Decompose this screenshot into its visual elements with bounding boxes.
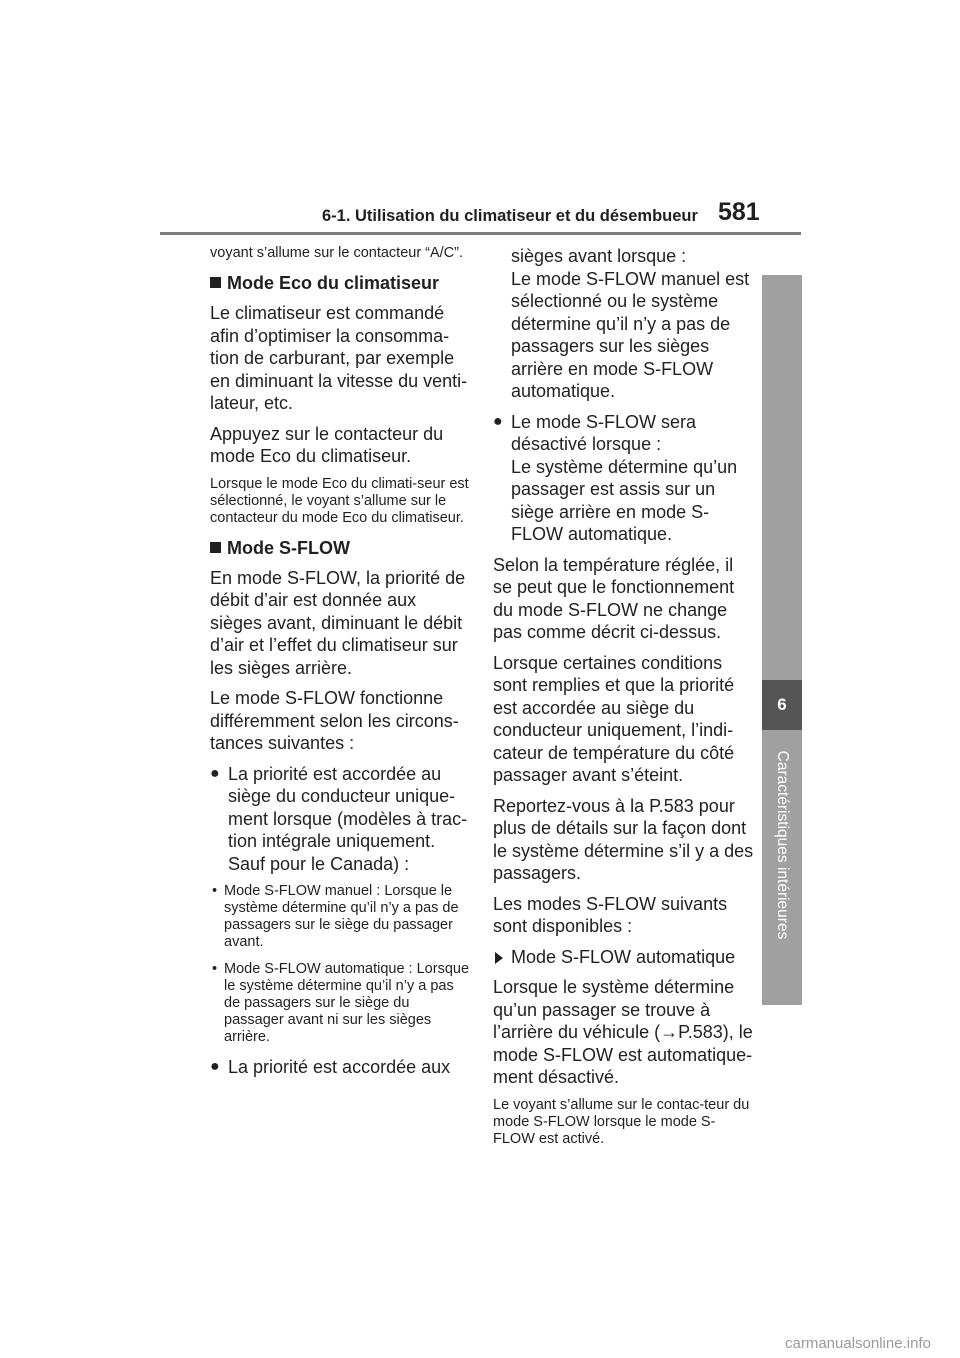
bullet-dot-icon: ● xyxy=(493,412,503,430)
bullet-text: La priorité est accordée aux xyxy=(228,1057,451,1077)
arrow-item xyxy=(493,946,755,969)
sub-bullet-text: Mode S-FLOW manuel : Lorsque le système détermine qu’il n’y a pas de passagers sur le siège du passager avant. xyxy=(224,883,459,950)
paragraph: Appuyez sur le contacteur du mode Eco du climatiseur. xyxy=(210,423,444,466)
heading-text: Mode Eco du climatiseur xyxy=(227,273,440,293)
section-heading xyxy=(210,537,470,559)
bullet-dot-icon: ● xyxy=(210,1058,220,1075)
sub-bullet-item xyxy=(210,883,470,951)
note-paragraph: Lorsque le mode Eco du climati-seur est sélectionné, le voyant s’allume sur le contacteur du mode Eco du climatiseur. xyxy=(210,475,469,526)
heading-text: Mode S-FLOW xyxy=(227,537,350,558)
sub-bullet-dot-icon: • xyxy=(212,961,218,977)
sub-bullet-dot-icon: • xyxy=(212,883,218,899)
left-column xyxy=(210,245,470,1087)
bullet-text: La priorité est accordée au siège du conducteur unique-ment lorsque (modèles à trac-tion intégrale uniquement. Sauf pour le Canada) : xyxy=(228,763,468,874)
paragraph: Reportez-vous à la P.583 pour plus de détails sur la façon dont le système détermine s’il y a des passagers. xyxy=(493,795,754,883)
bullet-item xyxy=(493,411,755,456)
square-bullet-icon xyxy=(210,277,221,288)
section-title: 6-1. Utilisation du climatiseur et du désembueur xyxy=(322,207,698,225)
arrow-item-text: Mode S-FLOW automatique xyxy=(511,946,736,967)
bullet-continuation xyxy=(493,268,755,403)
bullet-dot-icon: ● xyxy=(210,764,220,782)
section-heading xyxy=(210,272,470,294)
paragraph: Lorsque le système détermine qu’un passager se trouve à l’arrière du véhicule (→P.583), le mode S-FLOW est automatique-ment désactivé. xyxy=(493,977,753,1087)
paragraph: Selon la température réglée, il se peut que le fonctionnement du mode S-FLOW ne change pas comme décrit ci-dessus. xyxy=(493,554,735,642)
sub-bullet-item xyxy=(210,961,470,1046)
bullet-text: sièges avant lorsque : xyxy=(511,246,687,266)
paragraph: Les modes S-FLOW suivants sont disponibles : xyxy=(493,893,728,936)
bullet-text: Le système détermine qu’un passager est assis sur un siège arrière en mode S-FLOW automatique. xyxy=(511,456,738,544)
bullet-text: Le mode S-FLOW sera désactivé lorsque : xyxy=(511,411,697,454)
page-number: 581 xyxy=(718,198,760,226)
square-bullet-icon xyxy=(210,542,221,553)
header-divider xyxy=(160,232,801,235)
note-paragraph: Le voyant s’allume sur le contac-teur du mode S-FLOW lorsque le mode S-FLOW est activé. xyxy=(493,1096,750,1147)
chapter-side-label: Caractéristiques intérieures xyxy=(774,750,791,940)
paragraph: En mode S-FLOW, la priorité de débit d’air est donnée aux sièges avant, diminuant le débit d’air et l’effet du climatiseur sur les sièges arrière. xyxy=(210,567,466,678)
watermark: carmanualsonline.info xyxy=(785,1335,931,1352)
bullet-text: Le mode S-FLOW manuel est sélectionné ou le système détermine qu’il n’y a pas de passagers sur les sièges arrière en mode S-FLOW automatique. xyxy=(511,268,750,401)
paragraph: Lorsque certaines conditions sont remplies et que la priorité est accordée au siège du conducteur uniquement, l’indi-cateur de température du côté passager avant s’éteint. xyxy=(493,652,735,785)
chapter-number-tab: 6 xyxy=(762,680,802,730)
paragraph: Le climatiseur est commandé afin d’optimiser la consomma-tion de carburant, par exemple en diminuant la vitesse du venti-lateur, etc. xyxy=(210,303,468,413)
right-column xyxy=(493,245,755,1158)
bullet-continuation xyxy=(493,245,755,268)
bullet-item xyxy=(210,1056,470,1079)
paragraph: Le mode S-FLOW fonctionne différemment selon les circons-tances suivantes : xyxy=(210,688,459,753)
paragraph: voyant s’allume sur le contacteur “A/C”. xyxy=(210,245,464,261)
sub-bullet-text: Mode S-FLOW automatique : Lorsque le système détermine qu’il n’y a pas de passagers sur le siège du passager avant ni sur les sièges arrière. xyxy=(224,961,470,1045)
triangle-arrow-icon xyxy=(495,952,503,964)
bullet-item xyxy=(210,763,470,876)
bullet-continuation xyxy=(493,456,755,546)
